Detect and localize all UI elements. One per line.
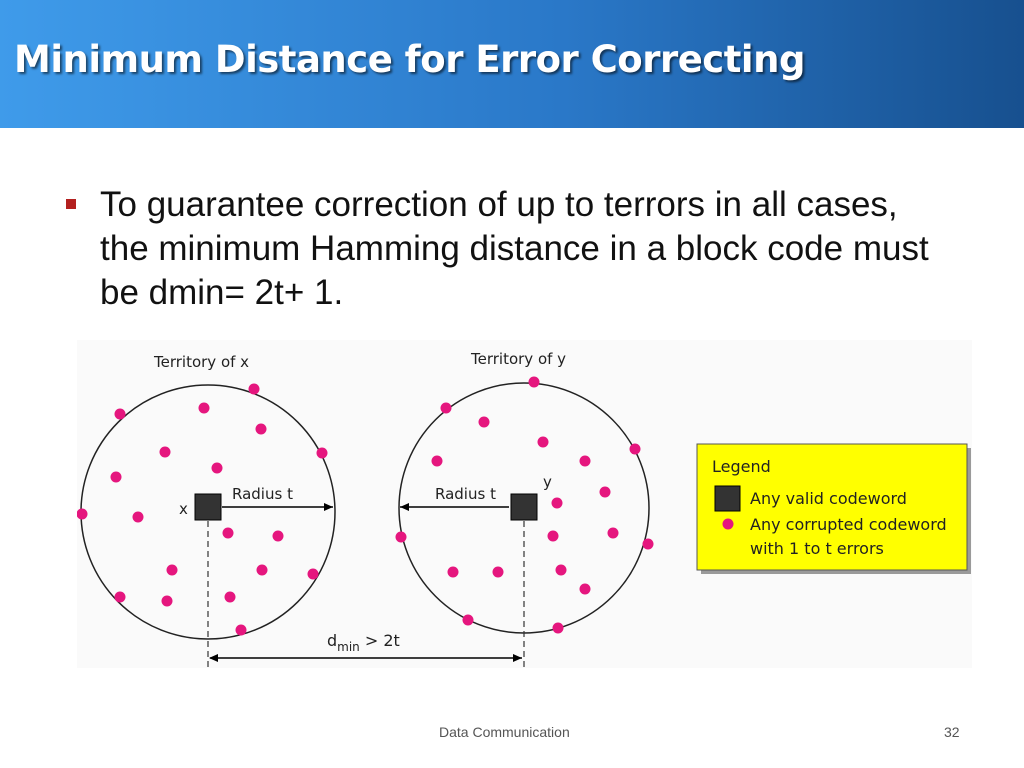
corrupted-codeword-dot [538, 437, 549, 448]
corrupted-codeword-dot [432, 456, 443, 467]
corrupted-codeword-dot [441, 403, 452, 414]
corrupted-codeword-dot [162, 596, 173, 607]
slide-title: Minimum Distance for Error Correcting [14, 38, 805, 81]
corrupted-codeword-dot [167, 565, 178, 576]
corrupted-codeword-dot [199, 403, 210, 414]
page-number: 32 [944, 724, 960, 740]
corrupted-codeword-dot [643, 539, 654, 550]
error-correction-diagram [77, 340, 972, 668]
bullet-marker [66, 199, 76, 209]
corrupted-codeword-dot [236, 625, 247, 636]
territory-x-label: Territory of x [154, 353, 250, 371]
corrupted-codeword-dot [630, 444, 641, 455]
corrupted-codeword-dot [77, 509, 88, 520]
corrupted-codeword-dot [115, 592, 126, 603]
corrupted-codeword-dot [225, 592, 236, 603]
corrupted-codeword-dot [273, 531, 284, 542]
bullet-text: To guarantee correction of up to terrors in all cases, the minimum Hamming distance in a block code must be dmin= 2t+ 1. [100, 185, 929, 312]
corrupted-codeword-dot [553, 623, 564, 634]
legend-corrupted-label-line2: with 1 to t errors [750, 539, 884, 558]
radius-y-label: Radius t [435, 485, 496, 503]
codeword-x-label: x [179, 500, 188, 518]
corrupted-codeword-dot [249, 384, 260, 395]
corrupted-codeword-dot [133, 512, 144, 523]
corrupted-codeword-dot [479, 417, 490, 428]
corrupted-codeword-dot [223, 528, 234, 539]
legend-valid-swatch [715, 486, 740, 511]
territory-y-label: Territory of y [471, 350, 567, 368]
corrupted-codeword-dot [556, 565, 567, 576]
corrupted-codeword-dot [552, 498, 563, 509]
corrupted-codeword-dot [529, 377, 540, 388]
corrupted-codeword-dot [600, 487, 611, 498]
legend-valid-label: Any valid codeword [750, 489, 907, 508]
corrupted-codeword-dot [580, 456, 591, 467]
corrupted-codeword-dot [257, 565, 268, 576]
codeword-y-label: y [543, 473, 552, 491]
legend-title: Legend [712, 457, 771, 476]
corrupted-codeword-dot [463, 615, 474, 626]
corrupted-codeword-dot [317, 448, 328, 459]
dmin-label: $d_{min} > 2t$ [327, 631, 400, 654]
valid-codeword-x [195, 494, 221, 520]
corrupted-codeword-dot [580, 584, 591, 595]
corrupted-codeword-dot [548, 531, 559, 542]
valid-codeword-y [511, 494, 537, 520]
slide-header [0, 0, 1024, 128]
corrupted-codeword-dot [115, 409, 126, 420]
corrupted-codeword-dot [160, 447, 171, 458]
legend [697, 444, 971, 574]
legend-corrupted-swatch [723, 519, 734, 530]
radius-x-label: Radius t [232, 485, 293, 503]
corrupted-codeword-dot [212, 463, 223, 474]
corrupted-codeword-dot [256, 424, 267, 435]
corrupted-codeword-dot [608, 528, 619, 539]
legend-corrupted-label-line1: Any corrupted codeword [750, 515, 947, 534]
diagram-svg [77, 340, 972, 668]
corrupted-codeword-dot [493, 567, 504, 578]
corrupted-codeword-dot [308, 569, 319, 580]
corrupted-codeword-dot [111, 472, 122, 483]
corrupted-codeword-dot [396, 532, 407, 543]
corrupted-codeword-dot [448, 567, 459, 578]
footer-title: Data Communication [439, 724, 570, 740]
